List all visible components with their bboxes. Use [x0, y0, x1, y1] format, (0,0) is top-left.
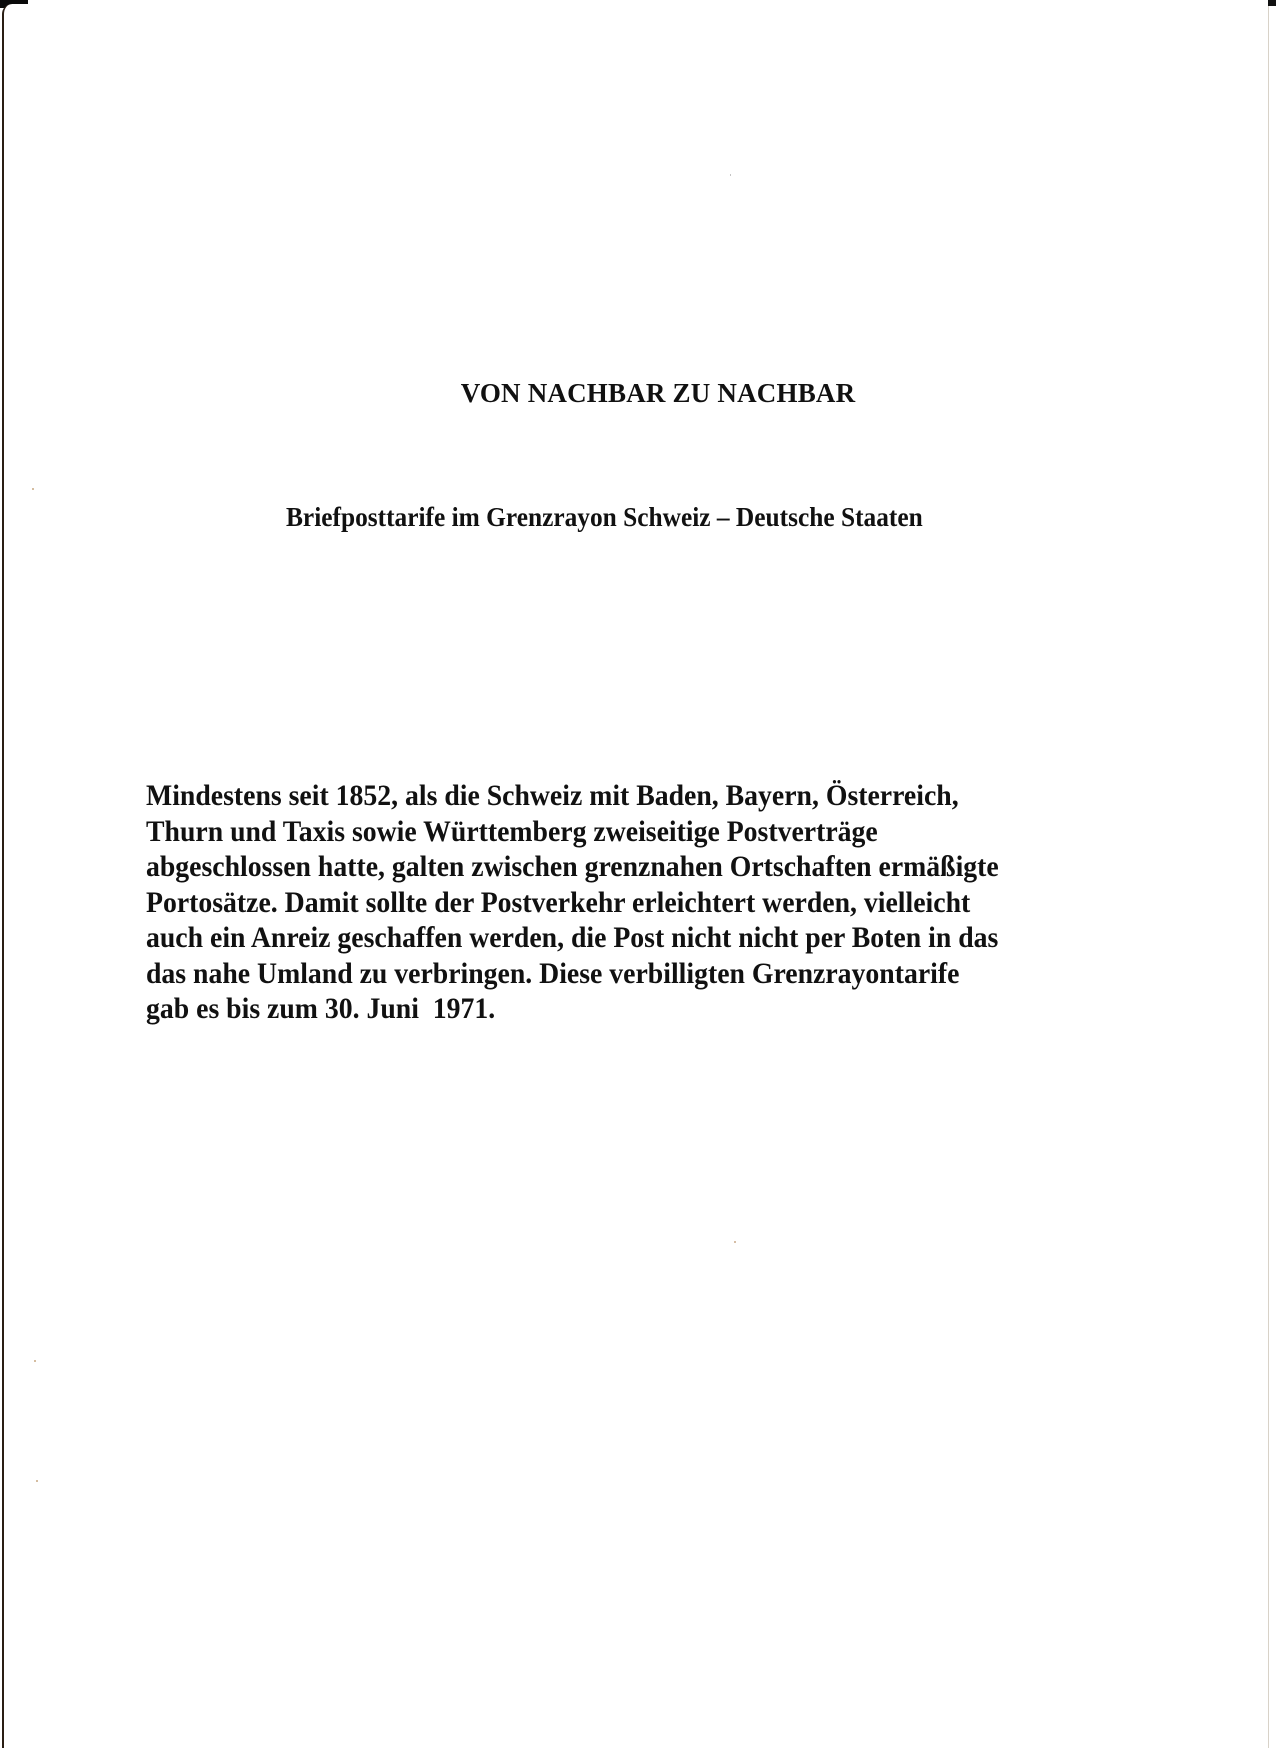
body-line: auch ein Anreiz geschaffen werden, die Post nicht nicht per Boten in das — [146, 921, 999, 954]
page-right-edge — [1268, 0, 1269, 1748]
scan-speck — [730, 174, 731, 176]
scan-speck — [32, 488, 34, 490]
body-line: Thurn und Taxis sowie Württemberg zweiseitige Postverträge — [146, 814, 878, 848]
page-subtitle: Briefposttarife im Grenzrayon Schweiz – Deutsche Staaten — [286, 502, 923, 532]
body-line: Portosätze. Damit sollte der Postverkehr erleichtert werden, vielleicht — [146, 885, 971, 919]
body-line: das nahe Umland zu verbringen. Diese verbilligten Grenzrayontarife — [146, 956, 960, 990]
body-line: gab es bis zum 30. Juni 1971. — [146, 992, 496, 1025]
page-title: VON NACHBAR ZU NACHBAR — [460, 378, 856, 408]
scan-speck — [734, 1241, 736, 1243]
body-paragraph — [146, 778, 1226, 1027]
body-line: Mindestens seit 1852, als die Schweiz mit Baden, Bayern, Österreich, — [146, 779, 959, 812]
scan-speck — [34, 1360, 36, 1362]
scan-speck — [36, 1480, 38, 1482]
scan-right-corner-shadow — [1268, 0, 1276, 6]
body-line: abgeschlossen hatte, galten zwischen grenznahen Ortschaften ermäßigte — [146, 850, 999, 883]
